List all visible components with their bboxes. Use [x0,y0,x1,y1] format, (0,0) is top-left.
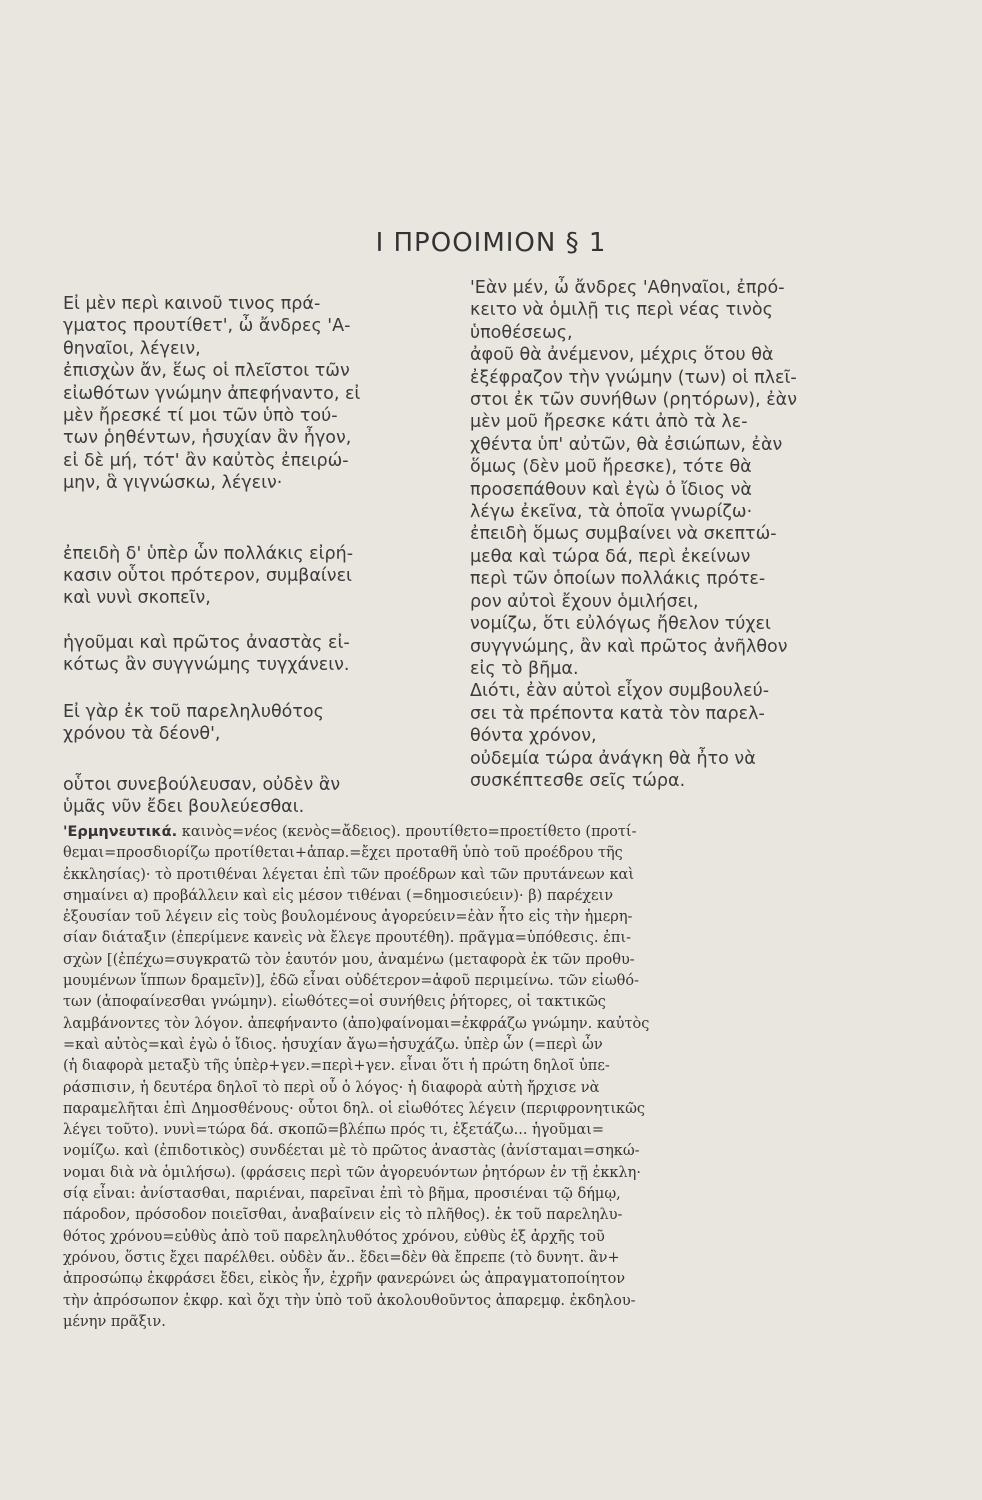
translation-column [470,277,908,792]
translation-line: οὐδεμία τώρα ἀνάγκη θὰ ἦτο νὰ [470,748,756,769]
translation-line: λέγω ἐκεῖνα, τὰ ὁποῖα γνωρίζω· [470,502,753,523]
text-line: μὲν ἤρεσκέ τί μοι τῶν ὑπὸ τού- [63,406,338,427]
translation-line: σει τὰ πρέποντα κατὰ τὸν παρελ- [470,703,765,724]
page-title: Ι ΠΡΟΟΙΜΙΟΝ § 1 [375,228,607,258]
translation-line: περὶ τῶν ὁποίων πολλάκις πρότε- [470,569,766,590]
translation-line: χθέντα ὑπ' αὐτῶν, θὰ ἐσιώπων, ἐὰν [470,434,783,455]
commentary-line [63,822,913,843]
text-line: ἐπειδὴ δ' ὑπὲρ ὧν πολλάκις εἰρή- [63,543,354,564]
commentary-line: μουμένων ἵππων δραμεῖν)], ἐδῶ εἶναι οὐδέτερον=ἀφοῦ περιμείνω. τῶν εἰωθό- [63,973,640,990]
commentary-line: λαμβάνοντες τὸν λόγον. ἀπεφήναντο (ἀπο)φαίνομαι=ἐκφράζω γνώμην. καὐτὸς [63,1015,650,1032]
commentary-line: ράσπισιν, ἡ δευτέρα δηλοῖ τὸ περὶ οὗ ὁ λόγος· ἡ διαφορὰ αὐτὴ ἤρχισε νὰ [63,1079,600,1096]
translation-line: εἰς τὸ βῆμα. [470,658,579,679]
commentary-notes [63,822,913,1333]
text-line: θηναῖοι, λέγειν, [63,338,201,359]
text-line: καὶ νυνὶ σκοπεῖν, [63,588,211,609]
text-line: Εἰ μὲν περὶ καινοῦ τινος πρά- [63,294,321,314]
commentary-line: ἐκκλησίας)· τὸ προτιθέναι λέγεται ἐπὶ τῶν προέδρων καὶ τῶν πρυτάνεων καὶ [63,866,635,883]
translation-line: ὑποθέσεως, [470,322,573,343]
translation-line: ἀφοῦ θὰ ἀνέμενον, μέχρις ὅτου θὰ [470,345,774,366]
text-line: κασιν οὗτοι πρότερον, συμβαίνει [63,566,352,587]
commentary-line: παραμελῆται ἐπὶ Δημοσθένους· οὗτοι δηλ. οἱ εἰωθότες λέγειν (περιφρονητικῶς [63,1100,646,1117]
text-line: ὑμᾶς νῦν ἔδει βουλεύεσθαι. [63,796,305,817]
translation-line: στοι ἐκ τῶν συνήθων (ρητόρων), ἐὰν [470,390,797,411]
commentary-text: καινὸς=νέος (κενὸς=ἄδειος). προυτίθετο=προετίθετο (προτί- [181,824,637,840]
commentary-line: =καὶ αὐτὸς=καὶ ἐγὼ ὁ ἴδιος. ἡσυχίαν ἄγω=ἡσυχάζω. ὑπὲρ ὧν (=περὶ ὧν [63,1036,603,1053]
commentary-line: θεμαι=προσδιορίζω προτίθεται+ἀπαρ.=ἔχει προταθῆ ὑπὸ τοῦ προέδρου τῆς [63,845,623,862]
translation-line: μεθα καὶ τώρα δά, περὶ ἐκείνων [470,546,751,567]
translation-line: ἐξέφραζον τὴν γνώμην (των) οἱ πλεῖ- [470,367,797,388]
greek-text-column [63,293,455,818]
translation-line: θόντα χρόνον, [470,726,597,747]
commentary-line: σίαν διάταξιν (ἐπερίμενε κανεὶς νὰ ἔλεγε προυτέθη). πρᾶγμα=ὑπόθεσις. ἐπι- [63,930,631,947]
commentary-line: μένην πρᾶξιν. [63,1313,166,1330]
greek-paragraph [63,293,455,495]
translation-line: ρον αὐτοὶ ἔχουν ὁμιλήσει, [470,591,699,612]
commentary-line: ἐξουσίαν τοῦ λέγειν εἰς τοὺς βουλομένους ἀγορεύειν=ἐὰν ἦτο εἰς τὴν ἡμερη- [63,909,633,926]
commentary-line: σίᾳ εἶναι: ἀνίστασθαι, παριέναι, παρεῖναι ἐπὶ τὸ βῆμα, προσιέναι τῷ δήμῳ, [63,1186,621,1203]
text-line: των ῥηθέντων, ἡσυχίαν ἂν ἦγον, [63,428,352,449]
translation-line: Διότι, ἐὰν αὐτοὶ εἶχον συμβουλεύ- [470,681,770,702]
translation-line: συσκέπτεσθε σεῖς τώρα. [470,770,686,791]
text-line: οὗτοι συνεβούλευσαν, οὐδὲν ἂν [63,774,341,795]
translation-line: κειτο νὰ ὁμιλῇ τις περὶ νέας τινὸς [470,300,773,321]
translation-line: μὲν μοῦ ἤρεσκε κάτι ἀπὸ τὰ λε- [470,412,748,433]
commentary-line: σημαίνει α) προβάλλειν καὶ εἰς μέσον τιθέναι (=δημοσιεύειν)· β) παρέχειν [63,887,614,904]
text-line: γματος προυτίθετ', ὦ ἄνδρες 'Α- [63,316,351,337]
translation-line: 'Εὰν μέν, ὦ ἄνδρες 'Αθηναῖοι, ἐπρό- [470,278,785,298]
translation-line: προσεπάθουν καὶ ἐγὼ ὁ ἴδιος νὰ [470,479,752,500]
commentary-line: νομαι διὰ νὰ ὁμιλήσω). (φράσεις περὶ τῶν ἀγορευόντων ῥητόρων ἐν τῇ ἐκκλη· [63,1164,641,1181]
commentary-line: χρόνου, ὅστις ἔχει παρέλθει. οὐδὲν ἄν.. ἔδει=δὲν θὰ ἔπρεπε (τὸ δυνητ. ἂν+ [63,1249,620,1266]
commentary-line: θότος χρόνου=εὐθὺς ἀπὸ τοῦ παρεληλυθότος χρόνου, εὐθὺς ἐξ ἀρχῆς τοῦ [63,1228,605,1245]
greek-paragraph [63,543,455,610]
translation-line: συγγνώμης, ἂν καὶ πρῶτος ἀνῆλθον [470,636,788,657]
text-line: ἐπισχὼν ἄν, ἕως οἱ πλεῖστοι τῶν [63,361,350,382]
text-line: ἡγοῦμαι καὶ πρῶτος ἀναστὰς εἰ- [63,632,350,653]
translation-line: νομίζω, ὅτι εὐλόγως ἤθελον τύχει [470,614,771,635]
greek-paragraph [63,632,455,677]
commentary-line: λέγει τοῦτο). νυνὶ=τώρα δά. σκοπῶ=βλέπω πρός τι, ἐξετάζω... ἡγοῦμαι= [63,1122,604,1139]
text-line: εἰ δὲ μή, τότ' ἂν καὐτὸς ἐπειρώ- [63,450,349,471]
text-line: χρόνου τὰ δέονθ', [63,724,221,745]
greek-paragraph [63,701,455,746]
greek-paragraph [63,774,455,819]
text-line: κότως ἂν συγγνώμης τυγχάνειν. [63,655,350,676]
commentary-line: πάροδον, πρόσοδον ποιεῖσθαι, ἀναβαίνειν εἰς τὸ πλῆθος). ἐκ τοῦ παρεληλυ- [63,1207,623,1224]
commentary-line: νομίζω. καὶ (ἐπιδοτικὸς) συνδέεται μὲ τὸ πρῶτος ἀναστὰς (ἀνίσταμαι=σηκώ- [63,1143,640,1160]
translation-line: ὅμως (δὲν μοῦ ἤρεσκε), τότε θὰ [470,457,752,478]
text-line: μην, ἃ γιγνώσκω, λέγειν· [63,473,283,494]
translation-line: ἐπειδὴ ὅμως συμβαίνει νὰ σκεπτώ- [470,524,777,545]
commentary-line: σχὼν [(ἐπέχω=συγκρατῶ τὸν ἑαυτόν μου, ἀναμένω (μεταφορὰ ἐκ τῶν προθυ- [63,951,635,968]
commentary-line: τὴν ἀπρόσωπον ἐκφρ. καὶ ὄχι τὴν ὑπὸ τοῦ ἀκολουθοῦντος ἀπαρεμφ. ἐκδηλου- [63,1292,636,1309]
commentary-line: των (ἀποφαίνεσθαι γνώμην). εἰωθότες=οἱ συνήθεις ῥήτορες, οἱ τακτικῶς [63,994,606,1011]
commentary-line: (ἡ διαφορὰ μεταξὺ τῆς ὑπὲρ+γεν.=περὶ+γεν. εἶναι ὅτι ἡ πρώτη δηλοῖ ὑπε- [63,1058,610,1075]
commentary-line: ἀπροσώπῳ ἐκφράσει ἔδει, εἰκὸς ἦν, ἐχρῆν φανερώνει ὡς ἀπραγματοποίητον [63,1271,626,1288]
text-line: Εἰ γὰρ ἐκ τοῦ παρεληλυθότος [63,701,324,722]
text-line: εἰωθότων γνώμην ἀπεφήναντο, εἰ [63,383,361,404]
commentary-heading: 'Ερμηνευτικά. [63,824,178,840]
